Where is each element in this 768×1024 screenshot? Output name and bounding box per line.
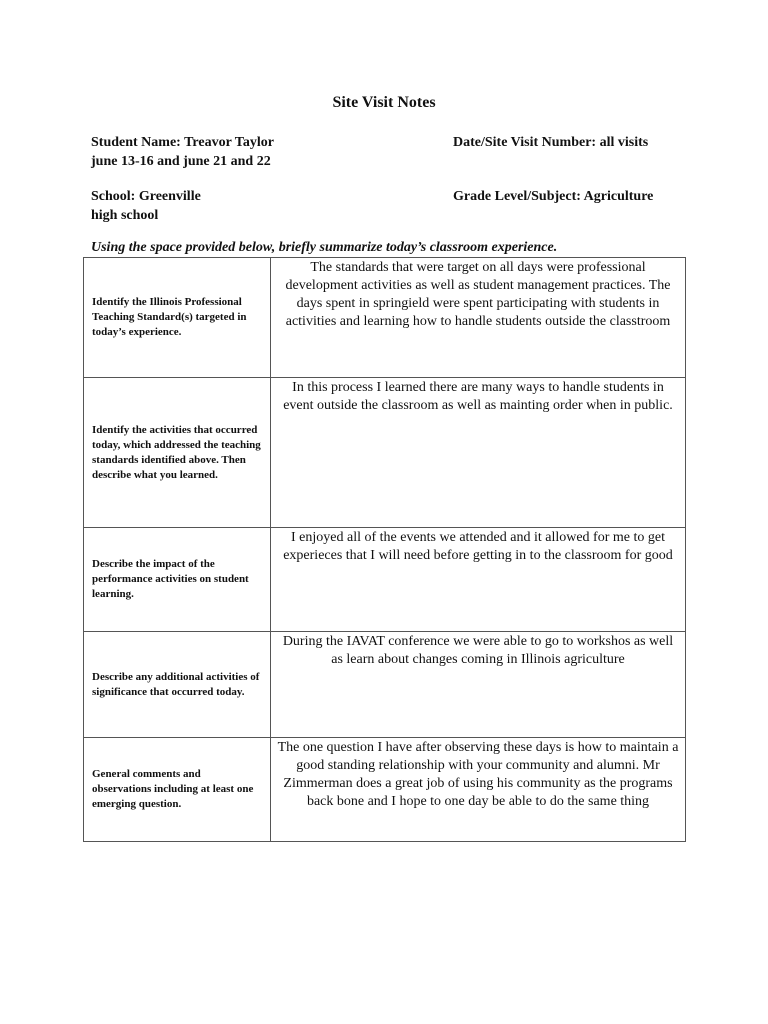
student-name-label: Student Name:	[91, 135, 181, 150]
instruction-text: Using the space provided below, briefly summarize today’s classroom experience.	[91, 240, 558, 255]
school-value: Greenville	[138, 189, 201, 204]
table-row	[84, 378, 686, 528]
grade-subject-field	[453, 187, 653, 206]
school-line	[91, 187, 201, 206]
row-response: In this process I learned there are many ways to handle students in event outside the classroom as well as mainting order when in public.	[271, 378, 686, 528]
document-title: Site Visit Notes	[332, 94, 436, 111]
row-response: During the IAVAT conference we were able to go to workshos as well as learn about changes coming in Illinois agriculture	[271, 632, 686, 738]
row-prompt: Identify the activities that occurred today, which addressed the teaching standards identified above. Then describe what you learned.	[84, 378, 271, 528]
school-field	[91, 187, 201, 225]
row-response: The one question I have after observing these days is how to maintain a good standing relationship with your community and alumni. Mr Zimmerman does a great job of using his community as the programs back bone and I hope to one day be able to do the same thing	[271, 738, 686, 842]
row-prompt: Identify the Illinois Professional Teaching Standard(s) targeted in today’s experience.	[84, 258, 271, 378]
grade-subject-value: Agriculture	[583, 189, 654, 204]
notes-table	[83, 257, 686, 842]
table-row	[84, 528, 686, 632]
row-prompt: Describe any additional activities of significance that occurred today.	[84, 632, 271, 738]
table-row	[84, 258, 686, 378]
row-response: The standards that were target on all days were professional development activities as well as student management practices. The days spent in springield were spent participating with students in activities and learning how to handle students outside the classtroom	[271, 258, 686, 378]
table-row	[84, 738, 686, 842]
student-name-value: Treavor Taylor	[184, 135, 274, 150]
student-name-line	[91, 133, 274, 152]
student-name-continuation: june 13-16 and june 21 and 22	[91, 154, 271, 169]
row-prompt: Describe the impact of the performance activities on student learning.	[84, 528, 271, 632]
school-label: School:	[91, 189, 136, 204]
student-name-field	[91, 133, 274, 171]
visit-number-label: Date/Site Visit Number:	[453, 135, 597, 150]
grade-subject-label: Grade Level/Subject:	[453, 189, 581, 204]
visit-number-value: all visits	[599, 135, 649, 150]
table-row	[84, 632, 686, 738]
row-response: I enjoyed all of the events we attended and it allowed for me to get experieces that I will need before getting in to the classroom for good	[271, 528, 686, 632]
visit-number-field	[453, 133, 648, 152]
row-prompt: General comments and observations including at least one emerging question.	[84, 738, 271, 842]
school-continuation: high school	[91, 208, 159, 223]
